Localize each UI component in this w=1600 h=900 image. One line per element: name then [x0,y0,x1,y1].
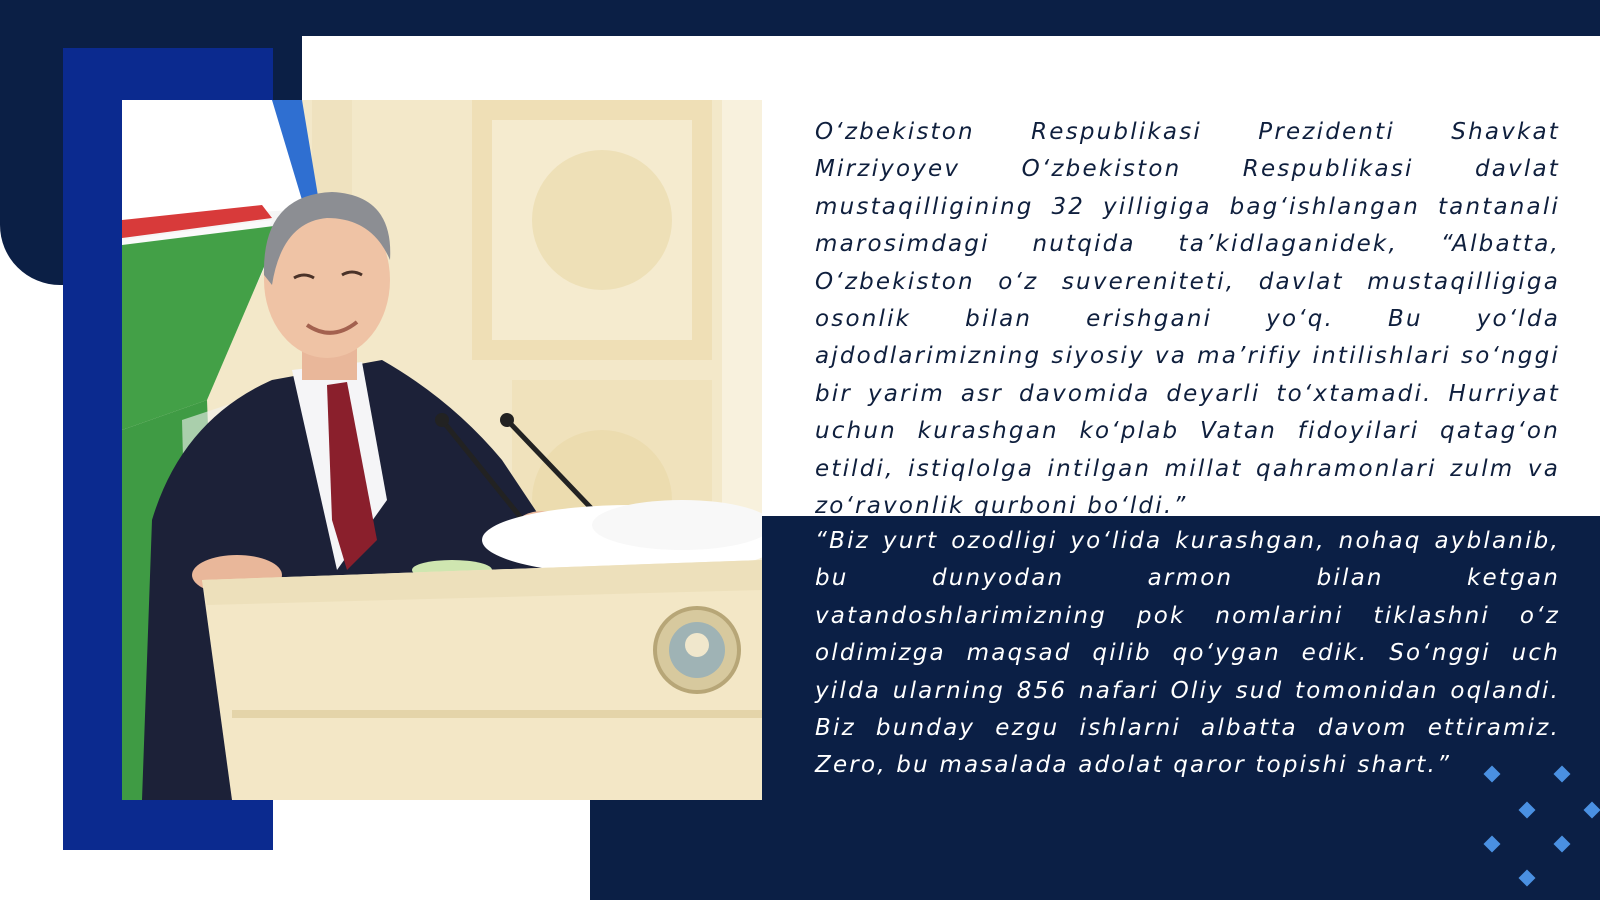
quote-bottom-text: “Biz yurt ozodligi yo‘lida kurashgan, nohaq ayblanib, bu dunyodan armon bilan ketgan vatandoshlarimizning pok nomlarini tiklashni o‘z oldimizga maqsad qilib qo‘ygan edik. So‘nggi uch yilda ularning 856 nafari Oliy sud tomonidan oqlandi. Biz bunday ezgu ishlarni albatta davom ettiramiz. Zero, bu masalada adolat qaror topishi shart.” [815,528,1560,779]
photo-illustration [122,100,762,800]
quote-top-text: O‘zbekiston Respublikasi Prezidenti Shavkat Mirziyoyev O‘zbekiston Respublikasi davlat mustaqilligining 32 yilligiga bag‘ishlangan tantanali marosimdagi nutqida ta’kidlaganidek, “Albatta, O‘zbekiston o‘z suvereniteti, davlat mustaqilligiga osonlik bilan erishgani yo‘q. Bu yo‘lda ajdodlarimizning siyosiy va ma’rifiy intilishlari so‘nggi bir yarim asr davomida deyarli to‘xtamadi. Hurriyat uchun kurashgan ko‘plab Vatan fidoyilari qatag‘on etildi, istiqlolga intilgan millat qahramonlari zulm va zo‘ravonlik qurboni bo‘ldi.” [815,119,1560,520]
president-at-podium-photo [122,100,762,800]
